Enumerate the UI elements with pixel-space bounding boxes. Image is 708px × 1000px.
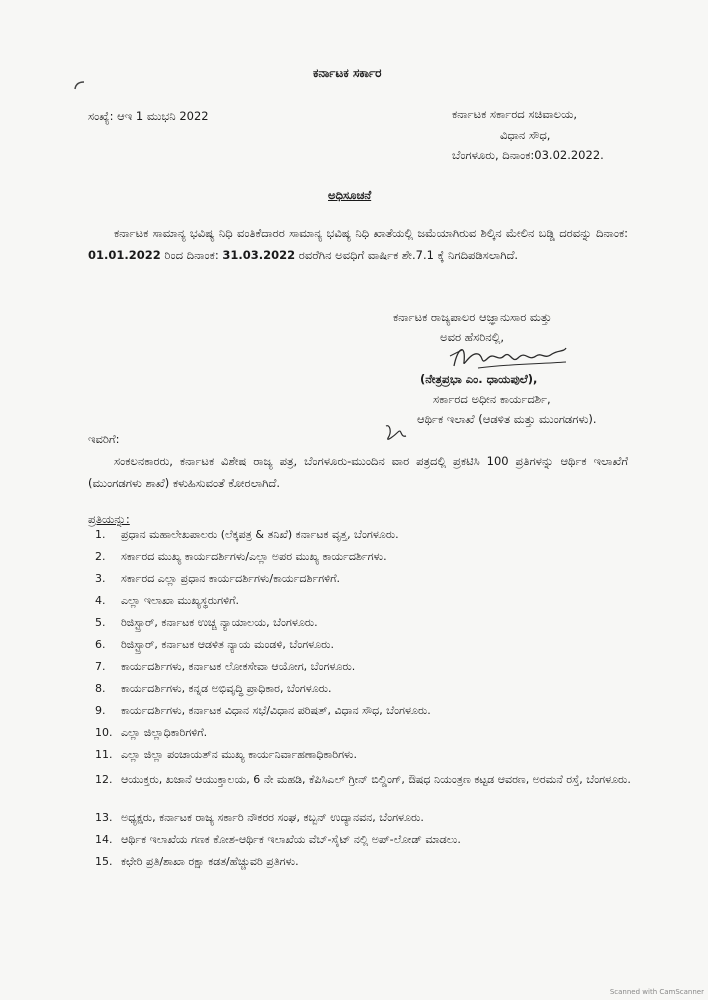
- list-item: 12. ಆಯುಕ್ತರು, ಖಜಾನೆ ಆಯುಕ್ತಾಲಯ, 6 ನೇ ಮಹಡಿ, ಕೆಪಿಸಿಎಲ್ ಗ್ರೀನ್ ಬಿಲ್ಡಿಂಗ್, ಔಷಧ ನಿಯಂತ್ರಣ ಕಟ್ಟಡ ಆವರಣ, ಅರಮನೆ ರಸ್ತೆ, ಬೆಂಗಳೂರು.: [95, 773, 631, 786]
- recipient-text: ಸಂಕಲನಕಾರರು, ಕರ್ನಾಟಕ ವಿಶೇಷ ರಾಜ್ಯ ಪತ್ರ, ಬೆಂಗಳೂರು-ಮುಂದಿನ ವಾರ ಪತ್ರದಲ್ಲಿ ಪ್ರಕಟಿಸಿ 100 ಪ್ರತಿಗಳನ್ನು ಆರ್ಥಿಕ ಇಲಾಖೆಗೆ (ಮುಂಗಡಗಳು ಶಾಖೆ) ಕಳುಹಿಸುವಂತೆ ಕೋರಲಾಗಿದೆ.: [88, 454, 628, 490]
- list-item: 5. ರಿಜಿಸ್ಟ್ರಾರ್, ಕರ್ನಾಟಕ ಉಚ್ಚ ನ್ಯಾಯಾಲಯ, ಬೆಂಗಳೂರು.: [95, 616, 318, 629]
- list-item: 13. ಅಧ್ಯಕ್ಷರು, ಕರ್ನಾಟಕ ರಾಜ್ಯ ಸರ್ಕಾರಿ ನೌಕರರ ಸಂಘ, ಕಬ್ಬನ್ ಉದ್ಯಾನವನ, ಬೆಂಗಳೂರು.: [95, 811, 424, 824]
- notification-body: [88, 222, 628, 266]
- list-item: 10. ಎಲ್ಲಾ ಜಿಲ್ಲಾಧಿಕಾರಿಗಳಿಗೆ.: [95, 726, 208, 739]
- notification-date-to: 31.03.2022: [222, 248, 296, 262]
- list-item: 6. ರಿಜಿಸ್ಟ್ರಾರ್, ಕರ್ನಾಟಕ ಆಡಳಿತ ನ್ಯಾಯ ಮಂಡಳಿ, ಬೆಂಗಳೂರು.: [95, 638, 334, 651]
- handwritten-signature-icon: [448, 338, 578, 374]
- recipient-label: ಇವರಿಗೆ:: [88, 432, 120, 446]
- copies-list: [95, 528, 655, 877]
- address-line-2: ವಿಧಾನ ಸೌಧ,: [500, 128, 551, 142]
- reference-number: ಸಂಖ್ಯೆ: ಆಇ 1 ಮುಭನಿ 2022: [88, 109, 209, 123]
- list-item: 9. ಕಾರ್ಯದರ್ಶಿಗಳು, ಕರ್ನಾಟಕ ವಿಧಾನ ಸಭೆ/ವಿಧಾನ ಪರಿಷತ್, ವಿಧಾನ ಸೌಧ, ಬೆಂಗಳೂರು.: [95, 704, 431, 717]
- address-date-line: ಬೆಂಗಳೂರು, ದಿನಾಂಕ:03.02.2022.: [452, 148, 604, 162]
- scan-mark-icon: [74, 80, 86, 90]
- copies-label: ಪ್ರತಿಯನ್ನು:: [88, 512, 130, 526]
- list-item: 15. ಕಛೇರಿ ಪ್ರತಿ/ಶಾಖಾ ರಕ್ಷಾ ಕಡತ/ಹೆಚ್ಚುವರಿ ಪ್ರತಿಗಳು.: [95, 855, 299, 868]
- on-behalf-line: ಅವರ ಹೆಸರಿನಲ್ಲಿ,: [440, 330, 505, 344]
- signatory-name: (ನೇತ್ರಪ್ರಭಾ ಎಂ. ಧಾಯಪುಲೆ),: [420, 372, 538, 386]
- list-item: 11. ಎಲ್ಲಾ ಜಿಲ್ಲಾ ಪಂಚಾಯತ್‌ನ ಮುಖ್ಯ ಕಾರ್ಯನಿರ್ವಾಹಣಾಧಿಕಾರಿಗಳು.: [95, 748, 357, 761]
- initials-mark-icon: [382, 422, 412, 444]
- signatory-designation: ಸರ್ಕಾರದ ಅಧೀನ ಕಾರ್ಯದರ್ಶಿ,: [433, 392, 551, 406]
- list-item: 1. ಪ್ರಧಾನ ಮಹಾಲೇಖಪಾಲರು (ಲೆಕ್ಕಪತ್ರ & ತನಿಖೆ) ಕರ್ನಾಟಕ ವೃತ್ತ, ಬೆಂಗಳೂರು.: [95, 528, 399, 541]
- notification-body-part-3: ರವರೆಗಿನ ಅವಧಿಗೆ ವಾರ್ಷಿಕ ಶೇ.7.1 ಕ್ಕೆ ನಿಗದಿಪಡಿಸಲಾಗಿದೆ.: [295, 248, 519, 262]
- list-item: 2. ಸರ್ಕಾರದ ಮುಖ್ಯ ಕಾರ್ಯದರ್ಶಿಗಳು/ಎಲ್ಲಾ ಅಪರ ಮುಖ್ಯ ಕಾರ್ಯದರ್ಶಿಗಳು.: [95, 550, 387, 563]
- address-line-1: ಕರ್ನಾಟಕ ಸರ್ಕಾರದ ಸಚಿವಾಲಯ,: [452, 107, 578, 121]
- scanner-watermark: Scanned with CamScanner: [609, 988, 704, 996]
- list-item: 7. ಕಾರ್ಯದರ್ಶಿಗಳು, ಕರ್ನಾಟಕ ಲೋಕಸೇವಾ ಆಯೋಗ, ಬೆಂಗಳೂರು.: [95, 660, 356, 673]
- notification-body-part-2: ರಿಂದ ದಿನಾಂಕ:: [160, 248, 223, 262]
- notification-heading: ಅಧಿಸೂಚನೆ: [328, 188, 372, 202]
- notification-body-part-1: ಕರ್ನಾಟಕ ಸಾಮಾನ್ಯ ಭವಿಷ್ಯ ನಿಧಿ ವಂತಿಕೆದಾರರ ಸಾಮಾನ್ಯ ಭವಿಷ್ಯ ನಿಧಿ ಖಾತೆಯಲ್ಲಿ ಜಮೆಯಾಗಿರುವ ಶಿಲ್ಕಿನ ಮೇಲಿನ ಬಡ್ಡಿ ದರವನ್ನು ದಿನಾಂಕ:: [114, 226, 628, 240]
- list-item: 14. ಆರ್ಥಿಕ ಇಲಾಖೆಯ ಗಣಕ ಕೋಶ-ಆರ್ಥಿಕ ಇಲಾಖೆಯ ವೆಬ್-ಸೈಟ್ ನಲ್ಲಿ ಅಪ್-ಲೋಡ್ ಮಾಡಲು.: [95, 833, 461, 846]
- signatory-department: ಆರ್ಥಿಕ ಇಲಾಖೆ (ಆಡಳಿತ ಮತ್ತು ಮುಂಗಡಗಳು).: [417, 412, 597, 426]
- list-item: 4. ಎಲ್ಲಾ ಇಲಾಖಾ ಮುಖ್ಯಸ್ಥರುಗಳಿಗೆ.: [95, 594, 240, 607]
- governor-order-line: ಕರ್ನಾಟಕ ರಾಜ್ಯಪಾಲರ ಆಜ್ಞಾನುಸಾರ ಮತ್ತು: [393, 310, 552, 324]
- notification-date-from: 01.01.2022: [88, 248, 161, 262]
- list-item: 8. ಕಾರ್ಯದರ್ಶಿಗಳು, ಕನ್ನಡ ಅಭಿವೃದ್ಧಿ ಪ್ರಾಧಿಕಾರ, ಬೆಂಗಳೂರು.: [95, 682, 332, 695]
- list-item: 3. ಸರ್ಕಾರದ ಎಲ್ಲಾ ಪ್ರಧಾನ ಕಾರ್ಯದರ್ಶಿಗಳು/ಕಾರ್ಯದರ್ಶಿಗಳಿಗೆ.: [95, 572, 341, 585]
- government-header: ಕರ್ನಾಟಕ ಸರ್ಕಾರ: [313, 66, 382, 80]
